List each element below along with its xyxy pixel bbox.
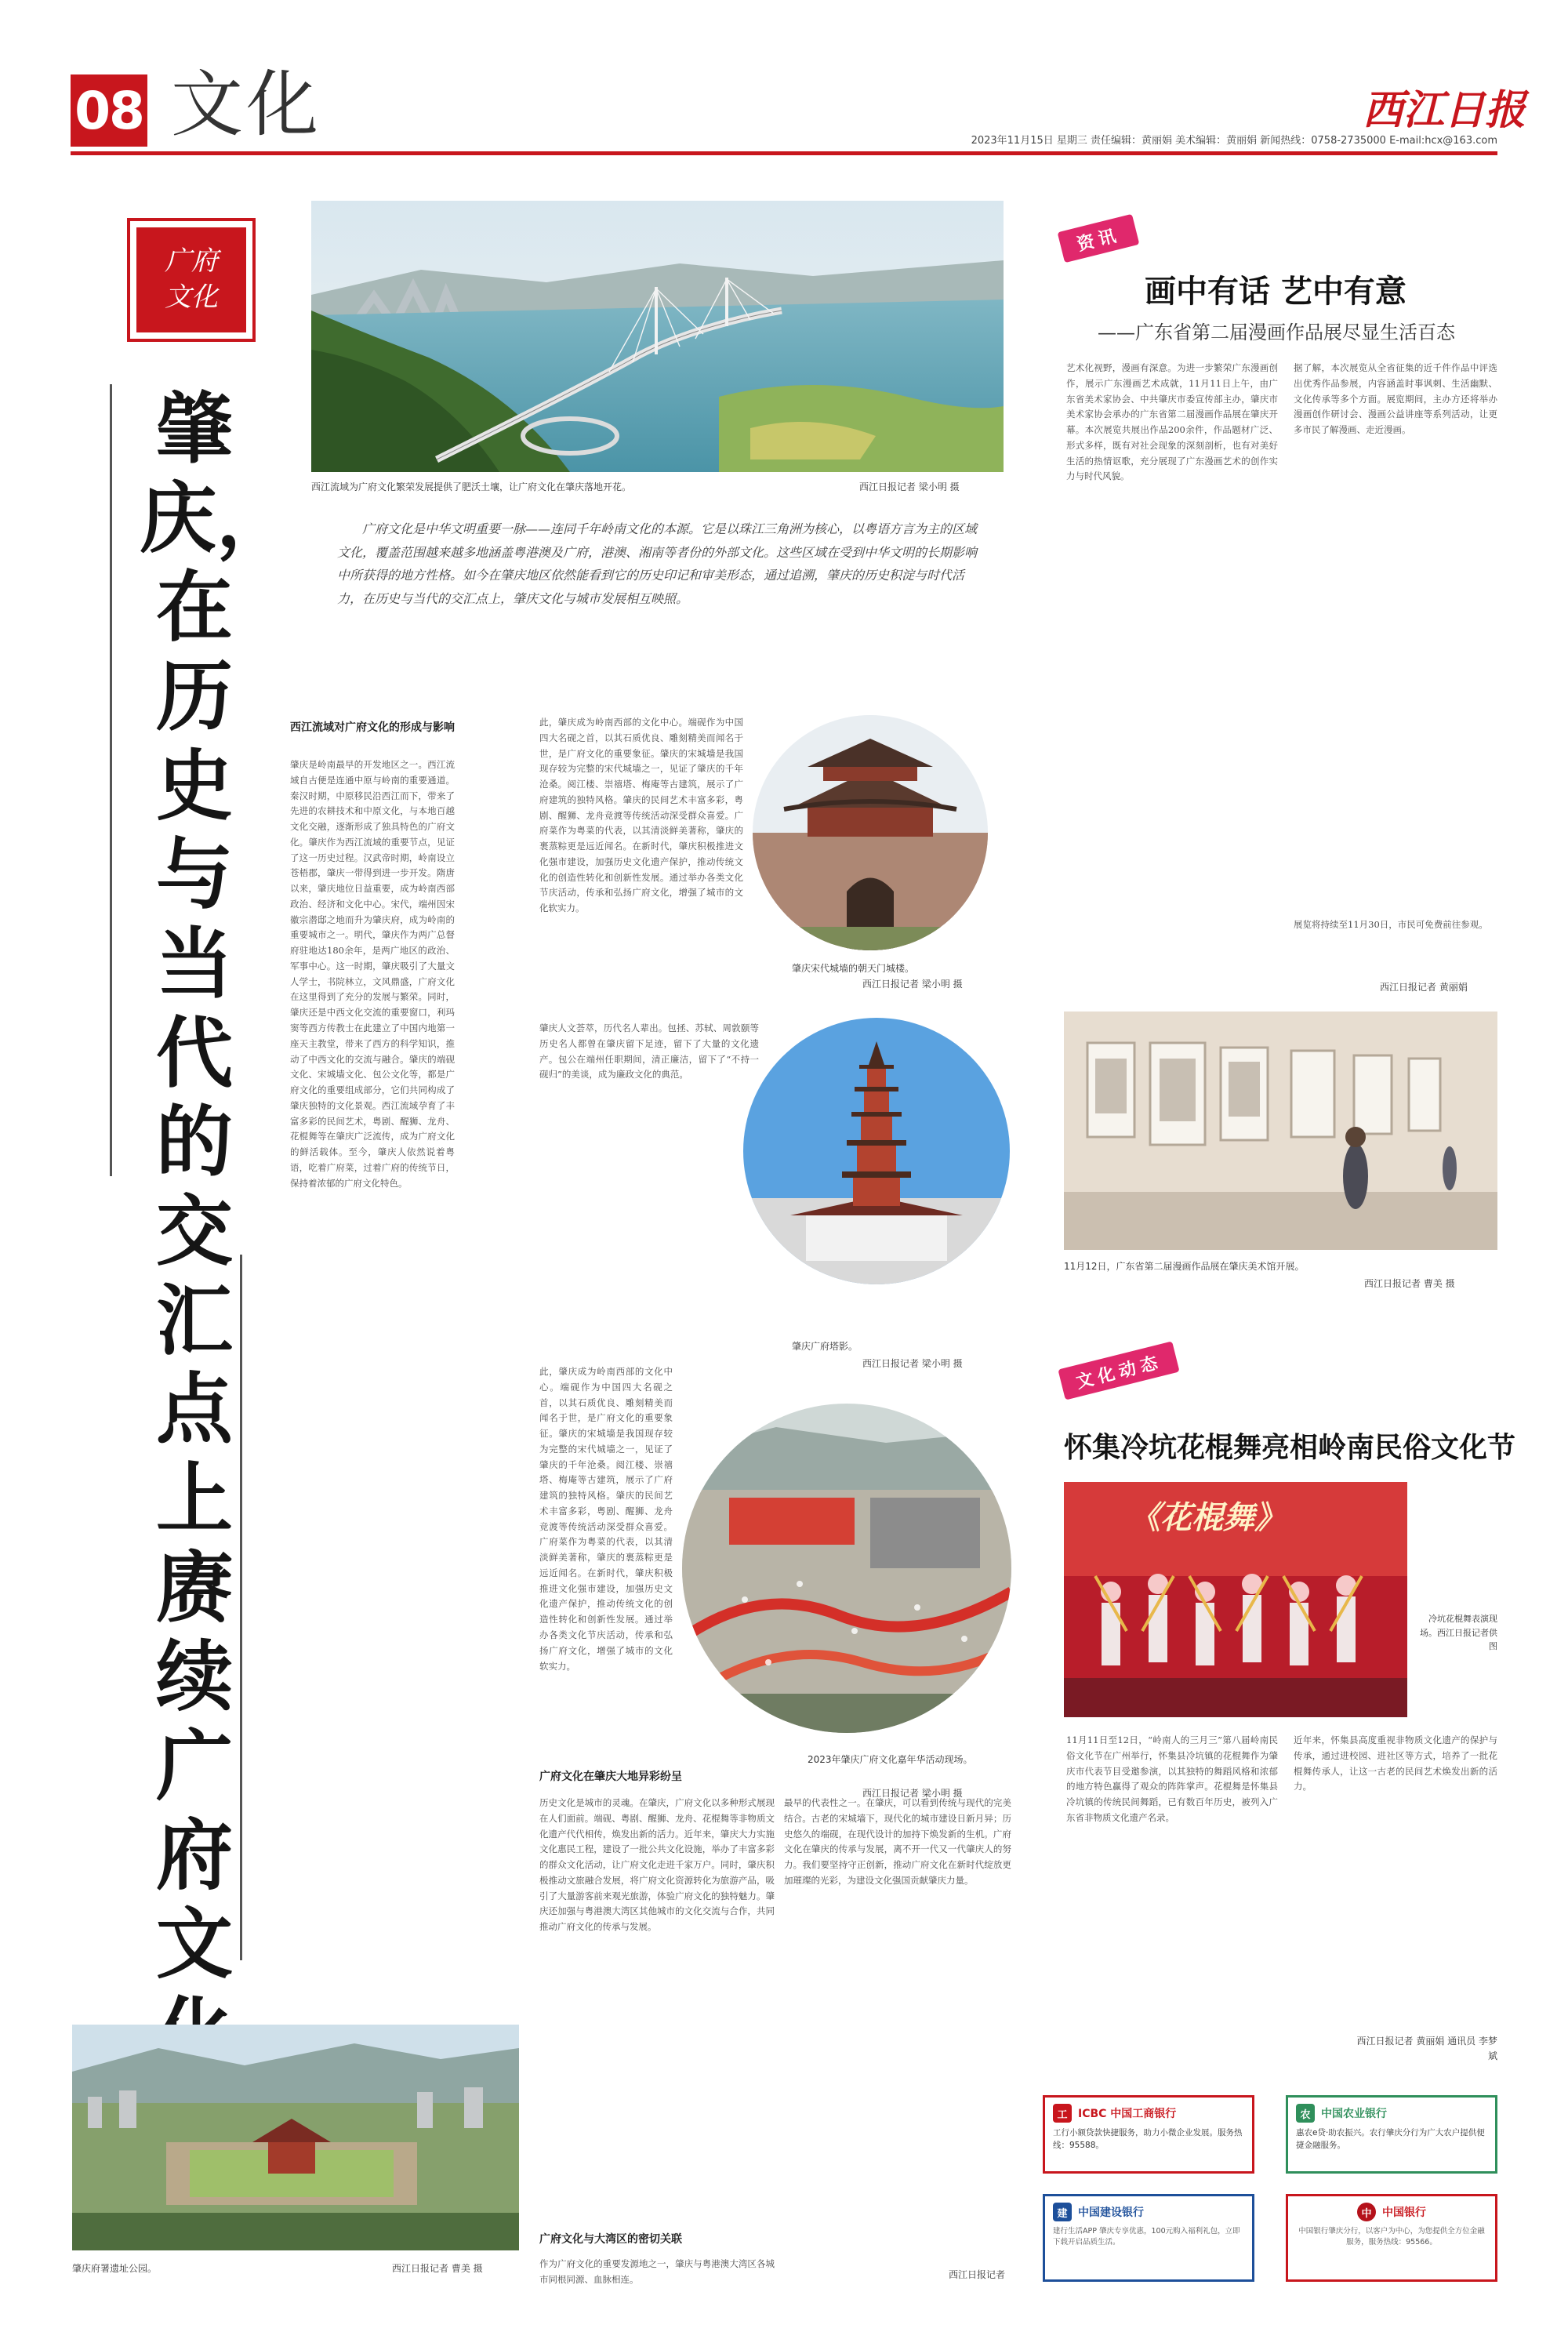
ad-boc[interactable]	[1286, 2194, 1497, 2282]
hero-caption: 西江流域为广府文化繁荣发展提供了肥沃土壤，让广府文化在肇庆落地开花。	[311, 481, 632, 492]
news-tag-1: 资讯	[1058, 214, 1140, 263]
news2-headline: 怀集冷坑花棍舞亮相岭南民俗文化节	[1064, 1432, 1516, 1464]
news2-byline: 西江日报记者 黄丽娟 通讯员 李梦斌	[1356, 2036, 1497, 2062]
ad-ccb-text: 建行生活APP 肇庆专享优惠，100元购入福利礼包，立即下载开启品质生活。	[1053, 2227, 1240, 2246]
news2-photo-caption: 冷坑花棍舞表演现场。西江日报记者供图	[1420, 1614, 1497, 1652]
bank-logo-icon: 工	[1053, 2104, 1072, 2123]
subhead-bay-area: 广府文化与大湾区的密切关联	[539, 2233, 682, 2246]
bank-logo-icon: 农	[1296, 2104, 1315, 2123]
news-tag-2: 文化动态	[1058, 1341, 1179, 1400]
caption-pagoda: 肇庆广府塔影。	[792, 1341, 858, 1352]
ad-ccb-brand: 中国建设银行	[1078, 2207, 1144, 2219]
ad-abc-brand: 中国农业银行	[1321, 2108, 1387, 2120]
bank-logo-icon: 中	[1357, 2203, 1376, 2221]
ad-icbc-brand: ICBC 中国工商银行	[1078, 2108, 1177, 2120]
caption-city-gate: 肇庆宋代城墙的朝天门城楼。	[792, 963, 915, 974]
news1-photo-caption: 11月12日，广东省第二届漫画作品展在肇庆美术馆开展。	[1064, 1261, 1305, 1272]
ad-ccb[interactable]	[1043, 2194, 1254, 2282]
article-column-3: 历史文化是城市的灵魂。在肇庆，广府文化以多种形式展现在人们面前。端砚、粤剧、醒狮、龙舟、花棍舞等非物质文化遗产代代相传，焕发出新的活力。近年来，肇庆大力实施文化惠民工程，建设了一批公共文化设施，举办了丰富多彩的群众文化活动，让广府文化走进千家万户。同时，肇庆积极推动文旅融合发展，将广府文化资源转化为旅游产品，吸引了大量游客前来观光旅游，体验广府文化的独特魅力。肇庆还加强与粤港澳大湾区其他城市的文化交流与合作，共同推动广府文化的传承与发展。	[539, 1797, 775, 1933]
article-column-2c: 此，肇庆成为岭南西部的文化中心。端砚作为中国四大名砚之首，以其石质优良、雕刻精美而闻名于世，是广府文化的重要象征。肇庆的宋城墙是我国现存较为完整的宋代城墙之一，见证了肇庆的千年沧桑。阅江楼、崇禧塔、梅庵等古建筑，展示了广府建筑的独特风格。肇庆的民间艺术丰富多彩，粤剧、醒狮、龙舟竞渡等传统活动深受群众喜爱。广府菜作为粤菜的代表，以其清淡鲜美著称，肇庆的裹蒸粽更是远近闻名。在新时代，肇庆积极推进文化强市建设，加强历史文化遗产保护，推动传统文化的创造性转化和创新性发展。通过举办各类文化节庆活动，传承和弘扬广府文化，增强了城市的文化软实力。	[539, 1366, 673, 1672]
main-headline: 肇庆，在历史与当代的交汇点上赓续广府文	[140, 385, 294, 1990]
photo-pagoda	[743, 1018, 1010, 1284]
article-column-3b: 作为广府文化的重要发源地之一，肇庆与粤港澳大湾区各城市同根同源、血脉相连。	[539, 2258, 775, 2285]
caption-festival: 2023年肇庆广府文化嘉年华活动现场。	[808, 1754, 973, 1765]
news1-text-col1: 艺术化视野，漫画有深意。为进一步繁荣广东漫画创作，展示广东漫画艺术成就，11月11日上午，由广东省美术家协会、中共肇庆市委宣传部主办，肇庆市美术家协会承办的广东省第二届漫画作品展在肇庆开幕。本次展览共展出作品200余件，作品题材广泛、形式多样，既有对社会现象的深刻剖析，也有对美好生活的热情讴歌，充分展现了广东漫画艺术的创作实力与时代风貌。	[1066, 362, 1278, 482]
news1-text-col2: 据了解，本次展览从全省征集的近千件作品中评选出优秀作品参展，内容涵盖时事讽刺、生活幽默、文化传承等多个方面。展览期间，主办方还将举办漫画创作研讨会、漫画公益讲座等系列活动，让更多市民了解漫画、走近漫画。	[1294, 362, 1497, 436]
article-column-4: 最早的代表性之一。在肇庆，可以看到传统与现代的完美结合。古老的宋城墙下，现代化的城市建设日新月异；历史悠久的端砚，在现代设计的加持下焕发新的生机。广府文化在肇庆的传承与发展，离不开一代又一代肇庆人的努力。我们要坚持守正创新，推动广府文化在新时代绽放更加璀璨的光彩，为建设文化强国贡献肇庆力量。	[784, 1797, 1011, 1886]
photo-stick-dance-title: 《花棍舞》	[1129, 1499, 1286, 1536]
news2-text-col1: 11月11日至12日，“岭南人的三月三”第八届岭南民俗文化节在广州举行，怀集县冷坑镇的花棍舞作为肇庆市代表节目受邀参演，以其独特的舞蹈风格和浓郁的地方特色赢得了观众的阵阵掌声。花棍舞是怀集县冷坑镇的传统民间舞蹈，已有数百年历史，被列入广东省非物质文化遗产名录。	[1066, 1734, 1278, 1823]
article-byline: 西江日报记者	[949, 2269, 1006, 2280]
hero-credit: 西江日报记者 梁小明 摄	[859, 481, 960, 492]
header-meta: 2023年11月15日 星期三 责任编辑：黄丽娟 美术编辑：黄丽娟 新闻热线：0758-2735000 E-mail:hcx@163.com	[971, 135, 1497, 147]
photo-exhibition	[1064, 1012, 1497, 1250]
credit-park: 西江日报记者 曹美 摄	[392, 2263, 483, 2274]
headline-rule-lower	[240, 1255, 242, 1960]
subhead-thrive: 广府文化在肇庆大地异彩纷呈	[539, 1771, 682, 1783]
news1-photo-credit: 西江日报记者 曹美 摄	[1364, 1278, 1455, 1289]
news2-text-col2: 近年来，怀集县高度重视非物质文化遗产的保护与传承，通过进校园、进社区等方式，培养了一批花棍舞传承人，让这一古老的民间艺术焕发出新的活力。	[1294, 1734, 1497, 1792]
article-column-2b: 肇庆人文荟萃，历代名人辈出。包拯、苏轼、周敦颐等历史名人都曾在肇庆留下足迹，留下了大量的文化遗产。包公在端州任职期间，清正廉洁，留下了“不持一砚归”的美谈，成为廉政文化的典范。	[539, 1022, 759, 1081]
hero-photo	[311, 201, 1004, 472]
column-badge-line1: 广府	[165, 245, 218, 278]
ad-abc[interactable]	[1286, 2095, 1497, 2174]
news1-subline: ——广东省第二届漫画作品展尽显生活百态	[1098, 321, 1455, 343]
photo-festival	[682, 1404, 1011, 1733]
article-column-2: 此，肇庆成为岭南西部的文化中心。端砚作为中国四大名砚之首，以其石质优良、雕刻精美而闻名于世，是广府文化的重要象征。肇庆的宋城墙是我国现存较为完整的宋代城墙之一，见证了肇庆的千年沧桑。阅江楼、崇禧塔、梅庵等古建筑，展示了广府建筑的独特风格。肇庆的民间艺术丰富多彩，粤剧、醒狮、龙舟竞渡等传统活动深受群众喜爱。广府菜作为粤菜的代表，以其清淡鲜美著称，肇庆的裹蒸粽更是远近闻名。在新时代，肇庆积极推进文化强市建设，加强历史文化遗产保护，推动传统文化的创造性转化和创新性发展。通过举办各类文化节庆活动，传承和弘扬广府文化，增强了城市的文化软实力。	[539, 717, 743, 914]
photo-bottom-park	[72, 2025, 519, 2250]
intro-paragraph: 广府文化是中华文明重要一脉——连同千年岭南文化的本源。它是以珠江三角洲为核心，以粤语方言为主的区域文化，覆盖范围越来越多地涵盖粤港澳及广府，港澳、湘南等者份的外部文化。这些区域在受到中华文明的长期影响中所获得的地方性格。如今在肇庆地区依然能看到它的历史印记和审美形态，通过追溯，肇庆的历史积淀与时代活力，在历史与当代的交汇点上，肇庆文化与城市发展相互映照。	[337, 521, 978, 606]
news1-text-col3: 展览将持续至11月30日，市民可免费前往参观。	[1294, 919, 1488, 930]
page-number: 08	[71, 74, 147, 147]
article-column-1: 肇庆是岭南最早的开发地区之一。西江流域自古便是连通中原与岭南的重要通道。秦汉时期，中原移民沿西江而下，带来了先进的农耕技术和中原文化，与本地百越文化交融，逐渐形成了独具特色的广府文化。肇庆作为西江流域的重要节点，见证了这一历史过程。汉武帝时期，岭南设立苍梧郡，肇庆一带得到进一步开发。隋唐以来，肇庆地位日益重要，成为岭南西部政治、经济和文化中心。宋代，端州因宋徽宗潜邸之地而升为肇庆府，成为岭南的重要城市之一。明代，肇庆作为两广总督府驻地达180余年，是两广地区的政治、军事中心。这一时期，肇庆吸引了大量文人学士，书院林立，文风鼎盛，广府文化在这里得到了充分的发展与繁荣。同时，肇庆还是中西文化交流的重要窗口，利玛窦等西方传教士在此建立了中国内地第一座天主教堂，带来了西方的科学知识，推动了中西文化的交流与融合。肇庆的端砚文化、宋城墙文化、包公文化等，都是广府文化的重要组成部分，它们共同构成了肇庆独特的文化景观。西江流域孕育了丰富多彩的民间艺术，粤剧、醒狮、龙舟、花棍舞等在肇庆广泛流传，成为广府文化的鲜活载体。至今，肇庆人依然说着粤语，吃着广府菜，过着广府的传统节日，保持着浓郁的广府文化特色。	[290, 759, 455, 1189]
caption-park: 肇庆府署遗址公园。	[72, 2263, 158, 2274]
headline-rule	[110, 384, 112, 1176]
ad-boc-text: 中国银行肇庆分行，以客户为中心，为您提供全方位金融服务，服务热线：95566。	[1298, 2227, 1485, 2246]
photo-city-gate	[753, 715, 988, 950]
ad-boc-brand: 中国银行	[1382, 2207, 1426, 2219]
column-badge	[127, 218, 256, 342]
column-badge-line2: 文化	[165, 281, 218, 313]
header-rule	[71, 151, 1497, 155]
credit-festival: 西江日报记者 梁小明 摄	[862, 1788, 963, 1799]
ad-abc-text: 惠农e贷·助农振兴。农行肇庆分行为广大农户提供便捷金融服务。	[1296, 2128, 1485, 2150]
newspaper-logo: 西江日报	[1363, 86, 1526, 134]
credit-city-gate: 西江日报记者 梁小明 摄	[862, 979, 963, 990]
bank-logo-icon: 建	[1053, 2203, 1072, 2221]
news1-byline: 西江日报记者 黄丽娟	[1380, 982, 1468, 993]
section-title: 文化	[171, 63, 322, 147]
news1-headline: 画中有话 艺中有意	[1145, 274, 1406, 310]
ad-icbc[interactable]	[1043, 2095, 1254, 2174]
subhead-formation: 西江流域对广府文化的形成与影响	[290, 721, 455, 734]
credit-pagoda: 西江日报记者 梁小明 摄	[862, 1358, 963, 1369]
ad-icbc-text: 工行小额贷款快捷服务，助力小微企业发展。服务热线：95588。	[1053, 2128, 1243, 2150]
